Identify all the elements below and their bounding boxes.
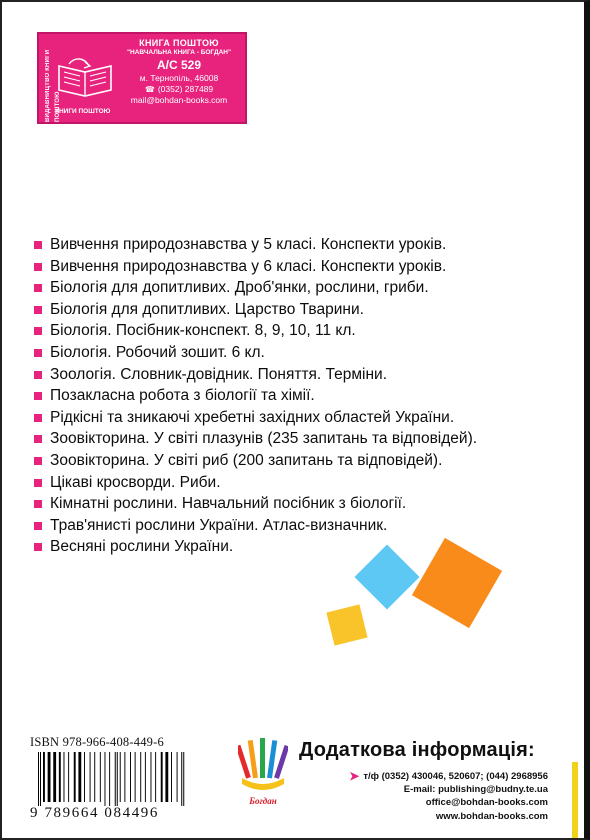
barcode-bar	[161, 752, 163, 802]
sticker-bottom-label: КНИГИ ПОШТОЮ	[55, 108, 111, 115]
barcode-bar	[140, 752, 141, 802]
contact-phones: т/ф (0352) 430046, 520607; (044) 2968956	[363, 771, 548, 782]
barcode-bar	[100, 752, 101, 802]
book-title: Цікаві кросворди. Риби.	[50, 473, 221, 491]
bullet-square-icon	[34, 500, 42, 508]
barcode-bar	[59, 752, 61, 802]
list-item	[32, 407, 477, 429]
barcode-bar	[183, 752, 184, 806]
barcode-bar	[130, 752, 131, 802]
barcode-bar	[177, 752, 178, 802]
barcode-bar	[48, 752, 51, 802]
sticker-info	[113, 38, 245, 105]
book-title: Зоовікторина. У світі плазунів (235 запитань та відповідей).	[50, 430, 478, 448]
bullet-square-icon	[34, 306, 42, 314]
yellow-edge-strip	[572, 762, 578, 838]
publisher-logo	[238, 738, 288, 808]
barcode-bar	[181, 752, 182, 806]
barcode-bar	[78, 752, 81, 802]
list-item	[32, 234, 477, 256]
book-title: Біологія для допитливих. Царство Тварини.	[50, 300, 364, 318]
barcode-bar	[105, 752, 106, 806]
book-title: Біологія для допитливих. Дроб'янки, рослини, гриби.	[50, 279, 429, 297]
barcode	[36, 752, 204, 806]
barcode-bar	[155, 752, 156, 802]
book-list	[32, 234, 477, 558]
bullet-square-icon	[34, 543, 42, 551]
sticker-vertical-text: ВИДАВНИЦТВО КНИГИ ПОШТОЮ	[45, 49, 61, 122]
bullet-square-icon	[34, 284, 42, 292]
list-item	[32, 320, 477, 342]
list-item	[32, 472, 477, 494]
barcode-bar	[90, 752, 91, 802]
open-book-icon	[55, 56, 115, 100]
list-item	[32, 299, 477, 321]
contact-block	[349, 770, 548, 823]
bullet-square-icon	[34, 241, 42, 249]
list-item	[32, 256, 477, 278]
isbn-text: ISBN 978-966-408-449-6	[30, 735, 164, 749]
bullet-square-icon	[34, 457, 42, 465]
barcode-bar	[94, 752, 95, 802]
list-item	[32, 515, 477, 537]
book-title: Вивчення природознавства у 6 класі. Конспекти уроків.	[50, 257, 447, 275]
bullet-square-icon	[34, 263, 42, 271]
bullet-square-icon	[34, 392, 42, 400]
barcode-bar	[84, 752, 85, 802]
mail-order-sticker	[37, 32, 247, 124]
list-item	[32, 342, 477, 364]
book-title: Вивчення природознавства у 5 класі. Конспекти уроків.	[50, 236, 447, 253]
barcode-bar	[151, 752, 152, 802]
yellow-square-decoration	[326, 604, 367, 645]
book-title: Зоовікторина. У світі риб (200 запитань та відповідей).	[50, 451, 443, 469]
bullet-square-icon	[34, 414, 42, 422]
barcode-bar	[64, 752, 65, 802]
barcode-bar	[74, 752, 76, 802]
book-title: Весняні рослини України.	[50, 538, 234, 556]
barcode-bar	[171, 752, 172, 802]
list-item	[32, 493, 477, 515]
book-title: Позакласна робота з біології та хімії.	[50, 387, 315, 405]
book-title: Кімнатні рослини. Навчальний посібник з біології.	[50, 495, 407, 513]
phone-icon: ☎	[144, 85, 155, 94]
contact-website: www.bohdan-books.com	[435, 810, 548, 822]
barcode-bar	[68, 752, 69, 802]
extra-info-title: Додаткова інформація:	[299, 739, 535, 761]
book-title: Зоологія. Словник-довідник. Поняття. Терміни.	[50, 365, 388, 383]
bullet-square-icon	[34, 327, 42, 335]
barcode-bar	[124, 752, 125, 802]
barcode-bar	[43, 752, 45, 802]
sticker-title: КНИГА ПОШТОЮ	[139, 38, 219, 48]
sticker-po-box: А/С 529	[156, 58, 202, 72]
barcode-bar	[135, 752, 136, 802]
list-item	[32, 385, 477, 407]
list-item	[32, 364, 477, 386]
sticker-email: mail@bohdan-books.com	[130, 95, 228, 105]
list-item	[32, 428, 477, 450]
book-title: Трав'янисті рослини України. Атлас-визначник.	[50, 516, 388, 534]
bullet-square-icon	[34, 349, 42, 357]
list-item	[32, 536, 477, 558]
book-title: Біологія. Посібник-конспект. 8, 9, 10, 11 кл.	[50, 322, 356, 340]
sticker-phone: (0352) 287489	[157, 84, 214, 94]
bullet-square-icon	[34, 479, 42, 487]
sticker-subtitle: "НАВЧАЛЬНА КНИГА - БОГДАН"	[126, 49, 232, 56]
barcode-bar	[109, 752, 110, 806]
contact-email: E-mail: publishing@budny.te.ua	[403, 784, 548, 796]
phone-line	[349, 770, 548, 783]
list-item	[32, 277, 477, 299]
bullet-square-icon	[34, 371, 42, 379]
contact-office-email: office@bohdan-books.com	[425, 797, 548, 809]
book-title: Рідкісні та зникаючі хребетні західних областей України.	[50, 408, 455, 426]
barcode-bar	[38, 752, 39, 806]
barcode-bar	[145, 752, 146, 802]
barcode-bar	[53, 752, 56, 802]
barcode-bar	[117, 752, 118, 806]
barcode-digits: 9 789664 084496	[30, 805, 159, 821]
bullet-square-icon	[34, 522, 42, 530]
barcode-bar	[115, 752, 116, 806]
publisher-logo-text: Богдан	[249, 796, 277, 806]
arrow-right-icon: ➤	[349, 769, 360, 783]
barcode-bar	[120, 752, 121, 802]
book-title: Біологія. Робочий зошит. 6 кл.	[50, 343, 265, 361]
sticker-phone-line	[113, 84, 245, 94]
barcode-bar	[165, 752, 168, 802]
sticker-city: м. Тернопіль, 46008	[139, 73, 219, 83]
list-item	[32, 450, 477, 472]
bullet-square-icon	[34, 435, 42, 443]
barcode-bar	[40, 752, 41, 806]
